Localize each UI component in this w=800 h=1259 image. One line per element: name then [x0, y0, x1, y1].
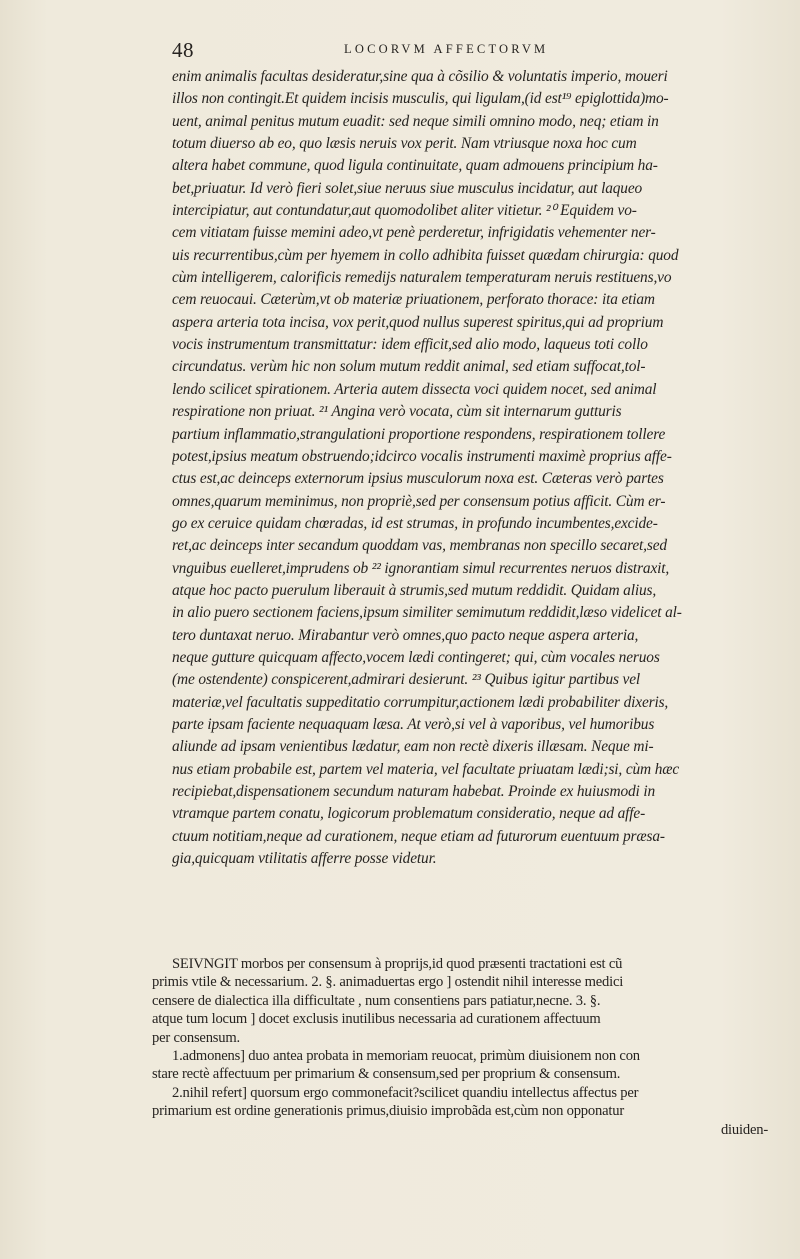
text-line: neque gutture quicquam affecto,vocem lædi contingeret; qui, cùm vocales neruos	[172, 648, 660, 666]
text-line: nus etiam probabile est, partem vel materia, vel facultate priuatam lædi;si, cùm hæc	[172, 760, 680, 778]
text-line: atque hoc pacto puerulum liberauit à strumis,sed mutum reddidit. Quidam alius,	[172, 581, 657, 599]
running-head: LOCORVM AFFECTORVM	[344, 42, 549, 56]
commentary-line: per consensum.	[152, 1029, 240, 1046]
commentary-line: SEIVNGIT morbos per consensum à proprijs,id quod præsenti tractationi est cũ	[172, 956, 623, 972]
text-line: partium inflammatio,strangulationi proportione respondens, respirationem tollere	[172, 425, 666, 443]
text-line: potest,ipsius meatum obstruendo;idcirco vocalis instrumenti maximè proprius affe-	[172, 447, 672, 465]
text-line: circundatus. verùm hic non solum mutum reddit animal, sed etiam suffocat,tol-	[172, 358, 646, 376]
text-line: cem reuocaui. Cæterùm,vt ob materiæ priuationem, perforato thorace: ita etiam	[172, 291, 655, 309]
text-line: uis recurrentibus,cùm per hyemem in collo adhibita fuisset quædam chirurgia: quod	[172, 246, 679, 264]
text-line: lendo scilicet spirationem. Arteria autem dissecta voci quidem nocet, sed animal	[172, 380, 657, 398]
commentary-block	[152, 955, 768, 1139]
catchword: diuiden-	[720, 1121, 768, 1138]
text-line: gia,quicquam vtilitatis afferre posse videtur.	[172, 850, 437, 868]
text-line: aliunde ad ipsam venientibus lædatur, eam non rectè dixeris illæsam. Neque mi-	[172, 738, 654, 756]
text-line: bet,priuatur. Id verò fieri solet,siue neruus siue musculus incidatur, aut laqueo	[172, 179, 643, 197]
commentary-line: 2.nihil refert] quorsum ergo commonefacit?scilicet quandiu intellectus affectus per	[172, 1084, 639, 1101]
text-line: vtramque partem conatu, logicorum problematum consideratio, neque ad affe-	[172, 805, 646, 823]
commentary-line: 1.admonens] duo antea probata in memoriam reuocat, primùm diuisionem non con	[172, 1047, 640, 1064]
text-line: vnguibus euelleret,imprudens ob ²² ignorantiam simul recurrentes neruos distraxit,	[172, 559, 670, 577]
commentary-line: primarium est ordine generationis primus,diuisio improbãda est,cùm non opponatur	[152, 1103, 624, 1120]
text-line: totum diuerso ab eo, quo læsis neruis vox perit. Nam vtriusque noxa hoc cum	[172, 135, 637, 153]
text-line: ctus est,ac deinceps externorum ipsius musculorum noxa est. Cæteras verò partes	[172, 470, 664, 488]
text-line: aspera arteria tota incisa, vox perit,quod nullus superest spiritus,qui ad proprium	[172, 313, 664, 331]
text-line: parte ipsam faciente nequaquam læsa. At verò,si vel à vaporibus, vel humoribus	[172, 715, 655, 733]
text-line: recipiebat,dispensationem secundum naturam habebat. Proinde ex huiusmodi in	[172, 783, 656, 800]
text-line: intercipiatur, aut contundatur,aut quomodolibet aliter vitietur. ²⁰ Equidem vo-	[172, 202, 637, 220]
text-line: altera habet commune, quod ligula continuitate, quam admouens principium ha-	[172, 157, 658, 175]
text-line: in alio puero sectionem faciens,ipsum similiter semimutum reddidit,læso videlicet al-	[172, 604, 682, 622]
text-line: cem vitiatam fuisse memini adeo,vt penè perderetur, infrigidatis vehementer ner-	[172, 224, 656, 242]
commentary-line: stare rectè affectuum per primarium & consensum,sed per proprium & consensum.	[152, 1066, 621, 1083]
text-line: ctuum notitiam,neque ad curationem, neque etiam ad futurorum euentuum præsa-	[172, 827, 665, 845]
text-line: uent, animal penitus mutum euadit: sed neque simili omnino modo, neq; etiam in	[172, 112, 659, 130]
page-header	[0, 38, 800, 62]
text-line: ret,ac deinceps inter secandum quoddam vas, membranas non specillo secaret,sed	[172, 537, 667, 555]
text-line: cùm intelligerem, calorificis remedijs naturalem temperaturam neruis restituens,vo	[172, 269, 672, 287]
commentary-line: primis vtile & necessarium. 2. §. animaduertas ergo ] ostendit nihil interesse medici	[152, 974, 624, 991]
page-number: 48	[172, 38, 194, 62]
text-line: vocis instrumentum transmittatur: idem efficit,sed alio modo, laqueus toti collo	[172, 336, 648, 354]
text-line: materiæ,vel facultatis suppeditatio corrumpitur,actionem lædi probabiliter dixeris,	[172, 693, 669, 711]
text-line: illos non contingit.Et quidem incisis musculis, qui ligulam,(id est¹⁹ epiglottida)mo-	[172, 90, 669, 108]
commentary-line: censere de dialectica illa difficultate , num consentiens pars patiatur,necne. 3. §.	[152, 992, 601, 1009]
text-line: (me ostendente) conspicerent,admirari desierunt. ²³ Quibus igitur partibus vel	[172, 671, 641, 689]
text-line: respiratione non priuat. ²¹ Angina verò vocata, cùm sit internarum gutturis	[172, 403, 622, 421]
text-line: enim animalis facultas desideratur,sine qua à cõsilio & voluntatis imperio, moueri	[172, 68, 668, 85]
text-line: tero duntaxat neruo. Mirabantur verò omnes,quo pacto neque aspera arteria,	[172, 626, 639, 644]
text-line: omnes,quarum meminimus, non propriè,sed per consensum potius afficit. Cùm er-	[172, 492, 666, 510]
text-line: go ex ceruice quidam chœradas, id est strumas, in profundo incumbentes,excide-	[172, 514, 658, 532]
commentary-line: atque tum locum ] docet exclusis inutilibus necessaria ad curationem affectuum	[152, 1011, 601, 1028]
main-text-block	[172, 66, 768, 870]
